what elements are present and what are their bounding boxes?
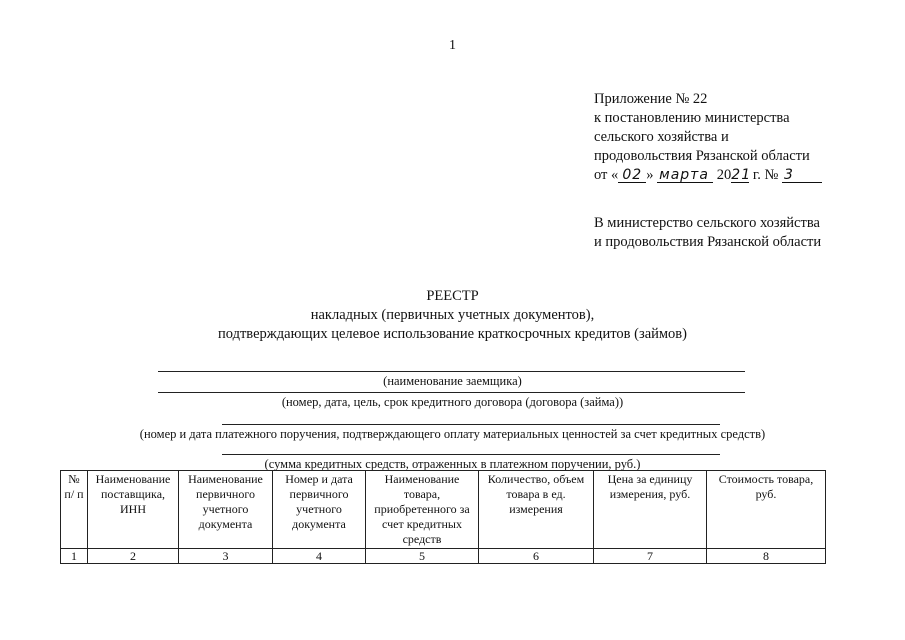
header-cell-goods-name: Наименование товара, приобретенного за счет кредитных средств — [366, 471, 479, 549]
date-quote-close: » — [646, 167, 654, 183]
column-number-cell: 4 — [273, 549, 366, 564]
column-number-cell: 2 — [88, 549, 179, 564]
table-header-row — [61, 471, 826, 549]
borrower-fill-line — [158, 371, 745, 372]
payment-order-caption: (номер и дата платежного поручения, подтверждающего оплату материальных ценностей за счет кредитных средств) — [139, 427, 766, 441]
header-cell-number: № п/ п — [61, 471, 88, 549]
handwritten-month: марта — [657, 168, 713, 183]
appendix-line: продовольствия Рязанской области — [594, 148, 810, 164]
column-number-cell: 3 — [179, 549, 273, 564]
document-title — [0, 287, 905, 344]
appendix-line: сельского хозяйства и — [594, 129, 729, 145]
column-number-cell: 8 — [707, 549, 826, 564]
header-cell-total-cost: Стоимость товара, руб. — [707, 471, 826, 549]
appendix-date-line — [594, 166, 822, 185]
borrower-caption: (наименование заемщика) — [383, 374, 522, 388]
appendix-block — [594, 90, 822, 185]
title-heading: РЕЕСТР — [426, 288, 479, 304]
number-prefix: г. № — [752, 167, 779, 183]
credit-sum-caption: (сумма кредитных средств, отраженных в платежном поручении, руб.) — [264, 457, 641, 471]
contract-fill-line — [158, 392, 745, 393]
header-cell-document-number: Номер и дата первичного учетного документа — [273, 471, 366, 549]
title-subline: подтверждающих целевое использование краткосрочных кредитов (займов) — [218, 326, 687, 342]
appendix-title: Приложение № 22 — [594, 91, 708, 107]
title-subline: накладных (первичных учетных документов), — [310, 307, 595, 323]
addressee-block — [594, 214, 821, 252]
header-cell-quantity: Количество, объем товара в ед. измерения — [479, 471, 594, 549]
handwritten-year: 21 — [731, 167, 752, 183]
payment-order-fill-line — [222, 424, 720, 425]
page-number: 1 — [449, 38, 456, 53]
column-number-cell: 6 — [479, 549, 594, 564]
column-number-cell: 7 — [594, 549, 707, 564]
column-number-cell: 1 — [61, 549, 88, 564]
header-cell-document-name: Наименование первичного учетного документа — [179, 471, 273, 549]
handwritten-day: 02 — [618, 168, 646, 183]
credit-sum-fill-line — [222, 454, 720, 455]
handwritten-number: 3 — [782, 168, 822, 183]
column-number-cell: 5 — [366, 549, 479, 564]
addressee-line: и продовольствия Рязанской области — [594, 234, 822, 250]
addressee-line: В министерство сельского хозяйства — [594, 215, 820, 231]
registry-table — [60, 470, 826, 564]
table-column-number-row — [61, 549, 826, 564]
year-prefix: 20 — [716, 167, 732, 183]
date-prefix: от « — [594, 167, 619, 183]
header-cell-supplier: Наименование поставщика, ИНН — [88, 471, 179, 549]
header-cell-unit-price: Цена за единицу измерения, руб. — [594, 471, 707, 549]
contract-caption: (номер, дата, цель, срок кредитного договора (договора (займа)) — [281, 395, 624, 409]
appendix-line: к постановлению министерства — [594, 110, 790, 126]
